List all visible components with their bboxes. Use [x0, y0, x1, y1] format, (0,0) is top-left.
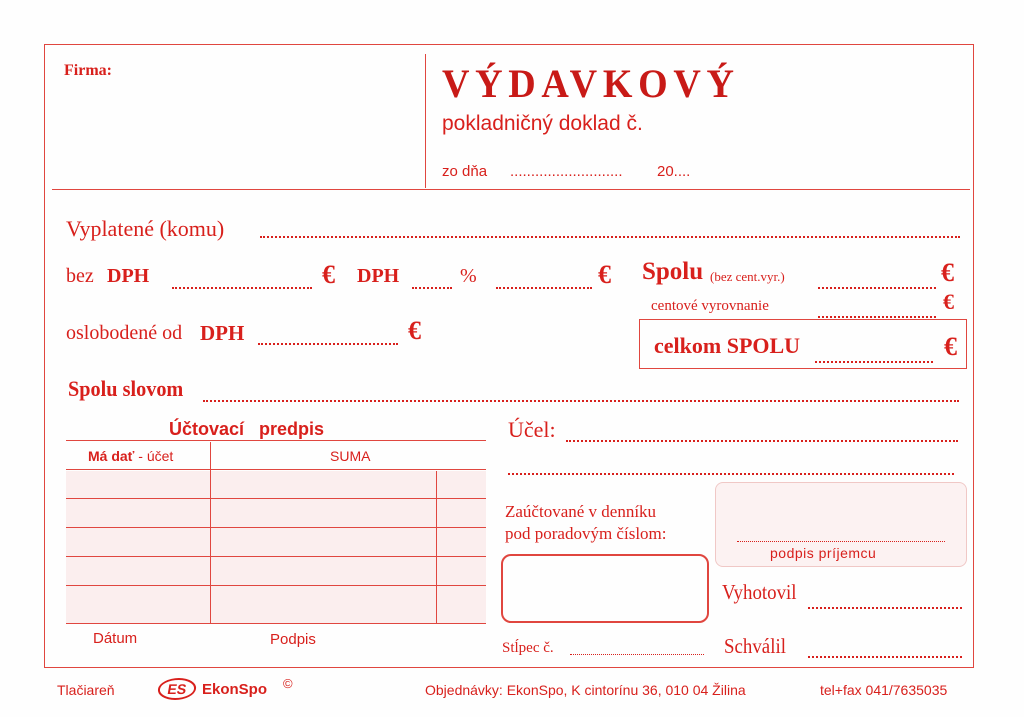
podpis-prijemcu-label: podpis príjemcu: [770, 545, 877, 561]
poradove-cislo-box[interactable]: [501, 554, 709, 623]
ledger-col-suma: SUMA: [330, 448, 371, 464]
vyplatene-field[interactable]: [260, 236, 960, 238]
bez-dph-euro: €: [322, 260, 335, 289]
zauctovane-line-1: Zaúčtované v denníku: [505, 502, 657, 521]
dph-amount-field[interactable]: [496, 287, 592, 289]
podpis-label: Podpis: [270, 631, 316, 648]
firma-label: Firma:: [64, 62, 112, 79]
ledger-row-line: [66, 527, 486, 528]
date-prefix: zo dňa: [442, 163, 488, 180]
stlpec-label: Stĺpec č.: [502, 640, 554, 656]
ucel-field-2[interactable]: [508, 473, 954, 475]
bez-dph-label: DPH: [107, 265, 150, 287]
header-bottom-line: [52, 189, 970, 190]
ucel-field-1[interactable]: [566, 440, 958, 442]
bez-cent-label: (bez cent.vyr.): [710, 269, 785, 284]
ma-dat-label: Má dať: [88, 448, 135, 464]
spolu-field[interactable]: [818, 287, 936, 289]
schvalil-label: Schválil: [724, 634, 786, 658]
copyright-mark: ©: [283, 676, 293, 691]
percent-sign: %: [460, 265, 477, 287]
oslobodene-field[interactable]: [258, 343, 398, 345]
zauctovane-line-2: pod poradovým číslom:: [505, 524, 667, 543]
ledger-title-line: [66, 440, 486, 441]
ledger-row-line: [66, 498, 486, 499]
spolu-label: Spolu: [642, 258, 704, 285]
vyplatene-label: Vyplatené (komu): [66, 216, 225, 241]
centove-field[interactable]: [818, 316, 936, 318]
header-divider: [425, 54, 426, 188]
ekonspo-logo-icon: ES: [156, 678, 198, 700]
dph-euro: €: [598, 260, 611, 289]
date-dots: ...........................: [510, 163, 623, 180]
schvalil-field[interactable]: [808, 656, 962, 658]
celkom-spolu-field[interactable]: [815, 361, 933, 363]
tlaciaren-label: Tlačiareň: [57, 682, 115, 698]
ledger-row-line: [66, 585, 486, 586]
oslobodene-label: oslobodené od: [66, 322, 183, 344]
vyhotovil-field[interactable]: [808, 607, 962, 609]
vyhotovil-label: Vyhotovil: [722, 580, 797, 604]
dph-rate-field[interactable]: [412, 287, 452, 289]
objednavky-text: Objednávky: EkonSpo, K cintorínu 36, 010 04 Žilina: [425, 682, 746, 698]
ucet-label: - účet: [134, 448, 174, 464]
stlpec-field[interactable]: [570, 654, 704, 655]
datum-label: Dátum: [93, 630, 138, 647]
ledger-col-divider-2: [436, 471, 437, 623]
celkom-euro: €: [944, 332, 957, 361]
dph-label: DPH: [357, 265, 400, 287]
ledger-row-line: [66, 556, 486, 557]
ledger-title: Účtovací predpis: [169, 419, 325, 439]
bez-dph-field[interactable]: [172, 287, 312, 289]
ledger-col-account: [88, 448, 173, 464]
ledger-col-divider-1: [210, 442, 211, 623]
podpis-prijemcu-line: [737, 541, 945, 542]
spolu-slovom-label: Spolu slovom: [68, 376, 184, 401]
ledger-header-line: [66, 469, 486, 470]
document-title: VÝDAVKOVÝ: [442, 61, 740, 106]
tel-fax-text: tel+fax 041/7635035: [820, 682, 948, 698]
oslobodene-dph-label: DPH: [200, 321, 245, 345]
ekonspo-logo: [158, 678, 196, 700]
ledger-body: [66, 471, 486, 623]
celkom-spolu-label: celkom SPOLU: [654, 333, 801, 358]
oslobodene-euro: €: [408, 316, 421, 345]
year-field: 20....: [657, 163, 691, 180]
centove-euro: €: [943, 289, 954, 314]
centove-label: centové vyrovnanie: [651, 298, 769, 314]
spolu-euro: €: [941, 258, 954, 287]
ledger-bottom-line: [66, 623, 486, 624]
brand-name: EkonSpo: [202, 681, 268, 698]
document-subtitle: pokladničný doklad č.: [442, 112, 643, 135]
spolu-slovom-field[interactable]: [203, 400, 959, 402]
bez-label: bez: [66, 265, 94, 287]
ucel-label: Účel:: [508, 417, 556, 442]
